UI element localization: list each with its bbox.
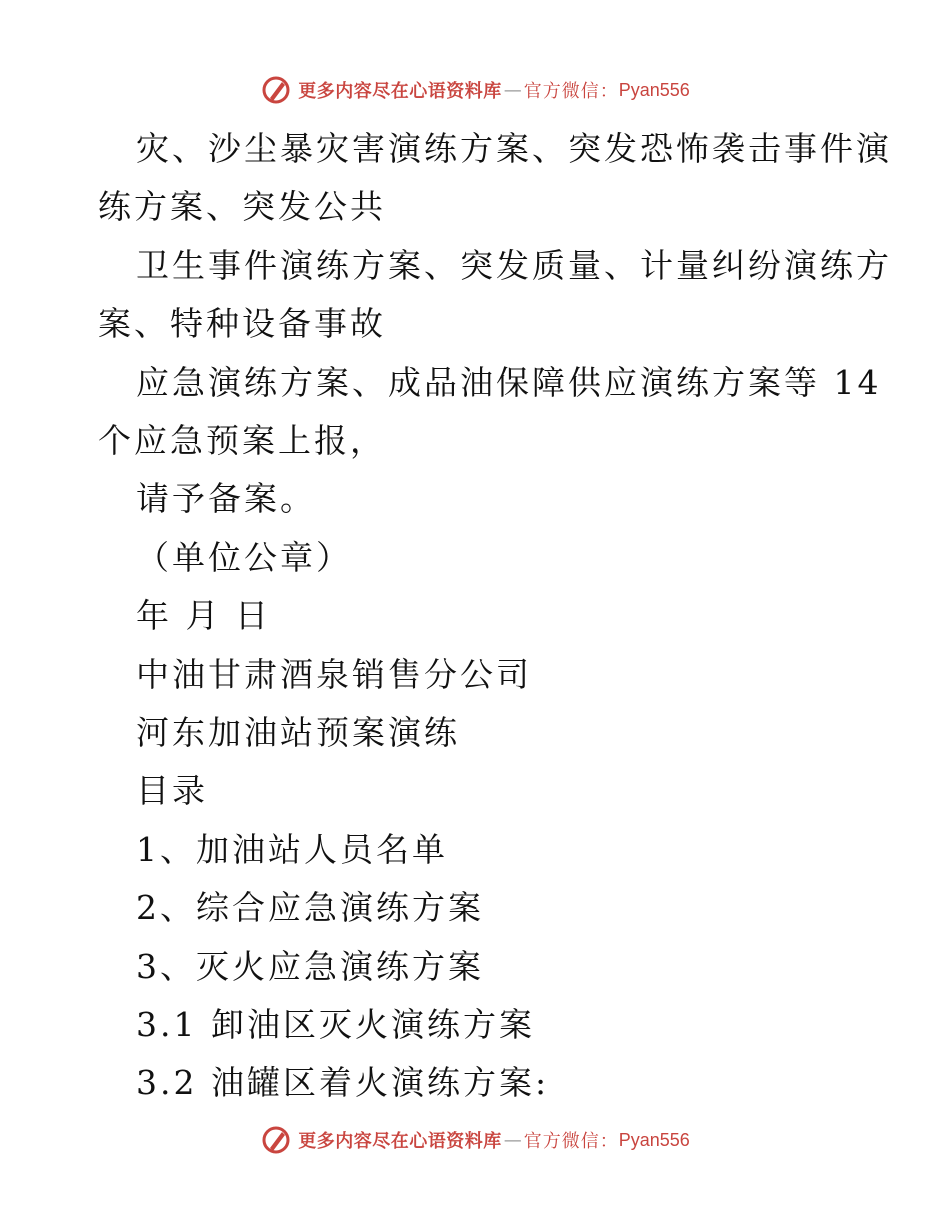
- watermark-wechat-label: 官方微信：: [523, 81, 619, 102]
- toc-item: 2、综合应急演练方案: [136, 888, 484, 927]
- watermark-separator: —: [503, 1129, 522, 1151]
- watermark-site-text: 更多内容尽在心语资料库: [298, 81, 502, 102]
- body-line: 灾、沙尘暴灾害演练方案、突发恐怖袭击事件演: [136, 129, 892, 168]
- watermark-wechat-id: Pyan556: [618, 79, 690, 100]
- body-line: 案、特种设备事故: [98, 304, 386, 343]
- toc-item: 3、灭火应急演练方案: [136, 947, 484, 986]
- footer-watermark: [0, 1120, 950, 1160]
- toc-item: 3.1 卸油区灭火演练方案: [136, 1005, 535, 1044]
- pen-seal-icon: [260, 74, 292, 106]
- body-line: 河东加油站预案演练: [136, 713, 460, 752]
- body-line: （单位公章）: [136, 538, 352, 577]
- header-watermark: [0, 70, 950, 110]
- toc-item: 1、加油站人员名单: [136, 830, 448, 869]
- pen-seal-icon: [260, 1124, 292, 1156]
- watermark-site-text: 更多内容尽在心语资料库: [298, 1131, 502, 1152]
- body-line: 应急演练方案、成品油保障供应演练方案等 14: [136, 363, 882, 402]
- body-line: 练方案、突发公共: [98, 187, 386, 226]
- watermark-wechat-id: Pyan556: [618, 1129, 690, 1150]
- toc-item: 3.2 油罐区着火演练方案:: [136, 1063, 550, 1102]
- toc-title: 目录: [136, 771, 208, 810]
- body-line: 个应急预案上报，: [98, 421, 386, 460]
- body-line: 年 月 日: [136, 596, 271, 635]
- body-line: 卫生事件演练方案、突发质量、计量纠纷演练方: [136, 246, 892, 285]
- body-line: 中油甘肃酒泉销售分公司: [136, 655, 532, 694]
- watermark-wechat-label: 官方微信：: [523, 1131, 619, 1152]
- body-line: 请予备案。: [136, 479, 316, 518]
- watermark-separator: —: [503, 79, 522, 101]
